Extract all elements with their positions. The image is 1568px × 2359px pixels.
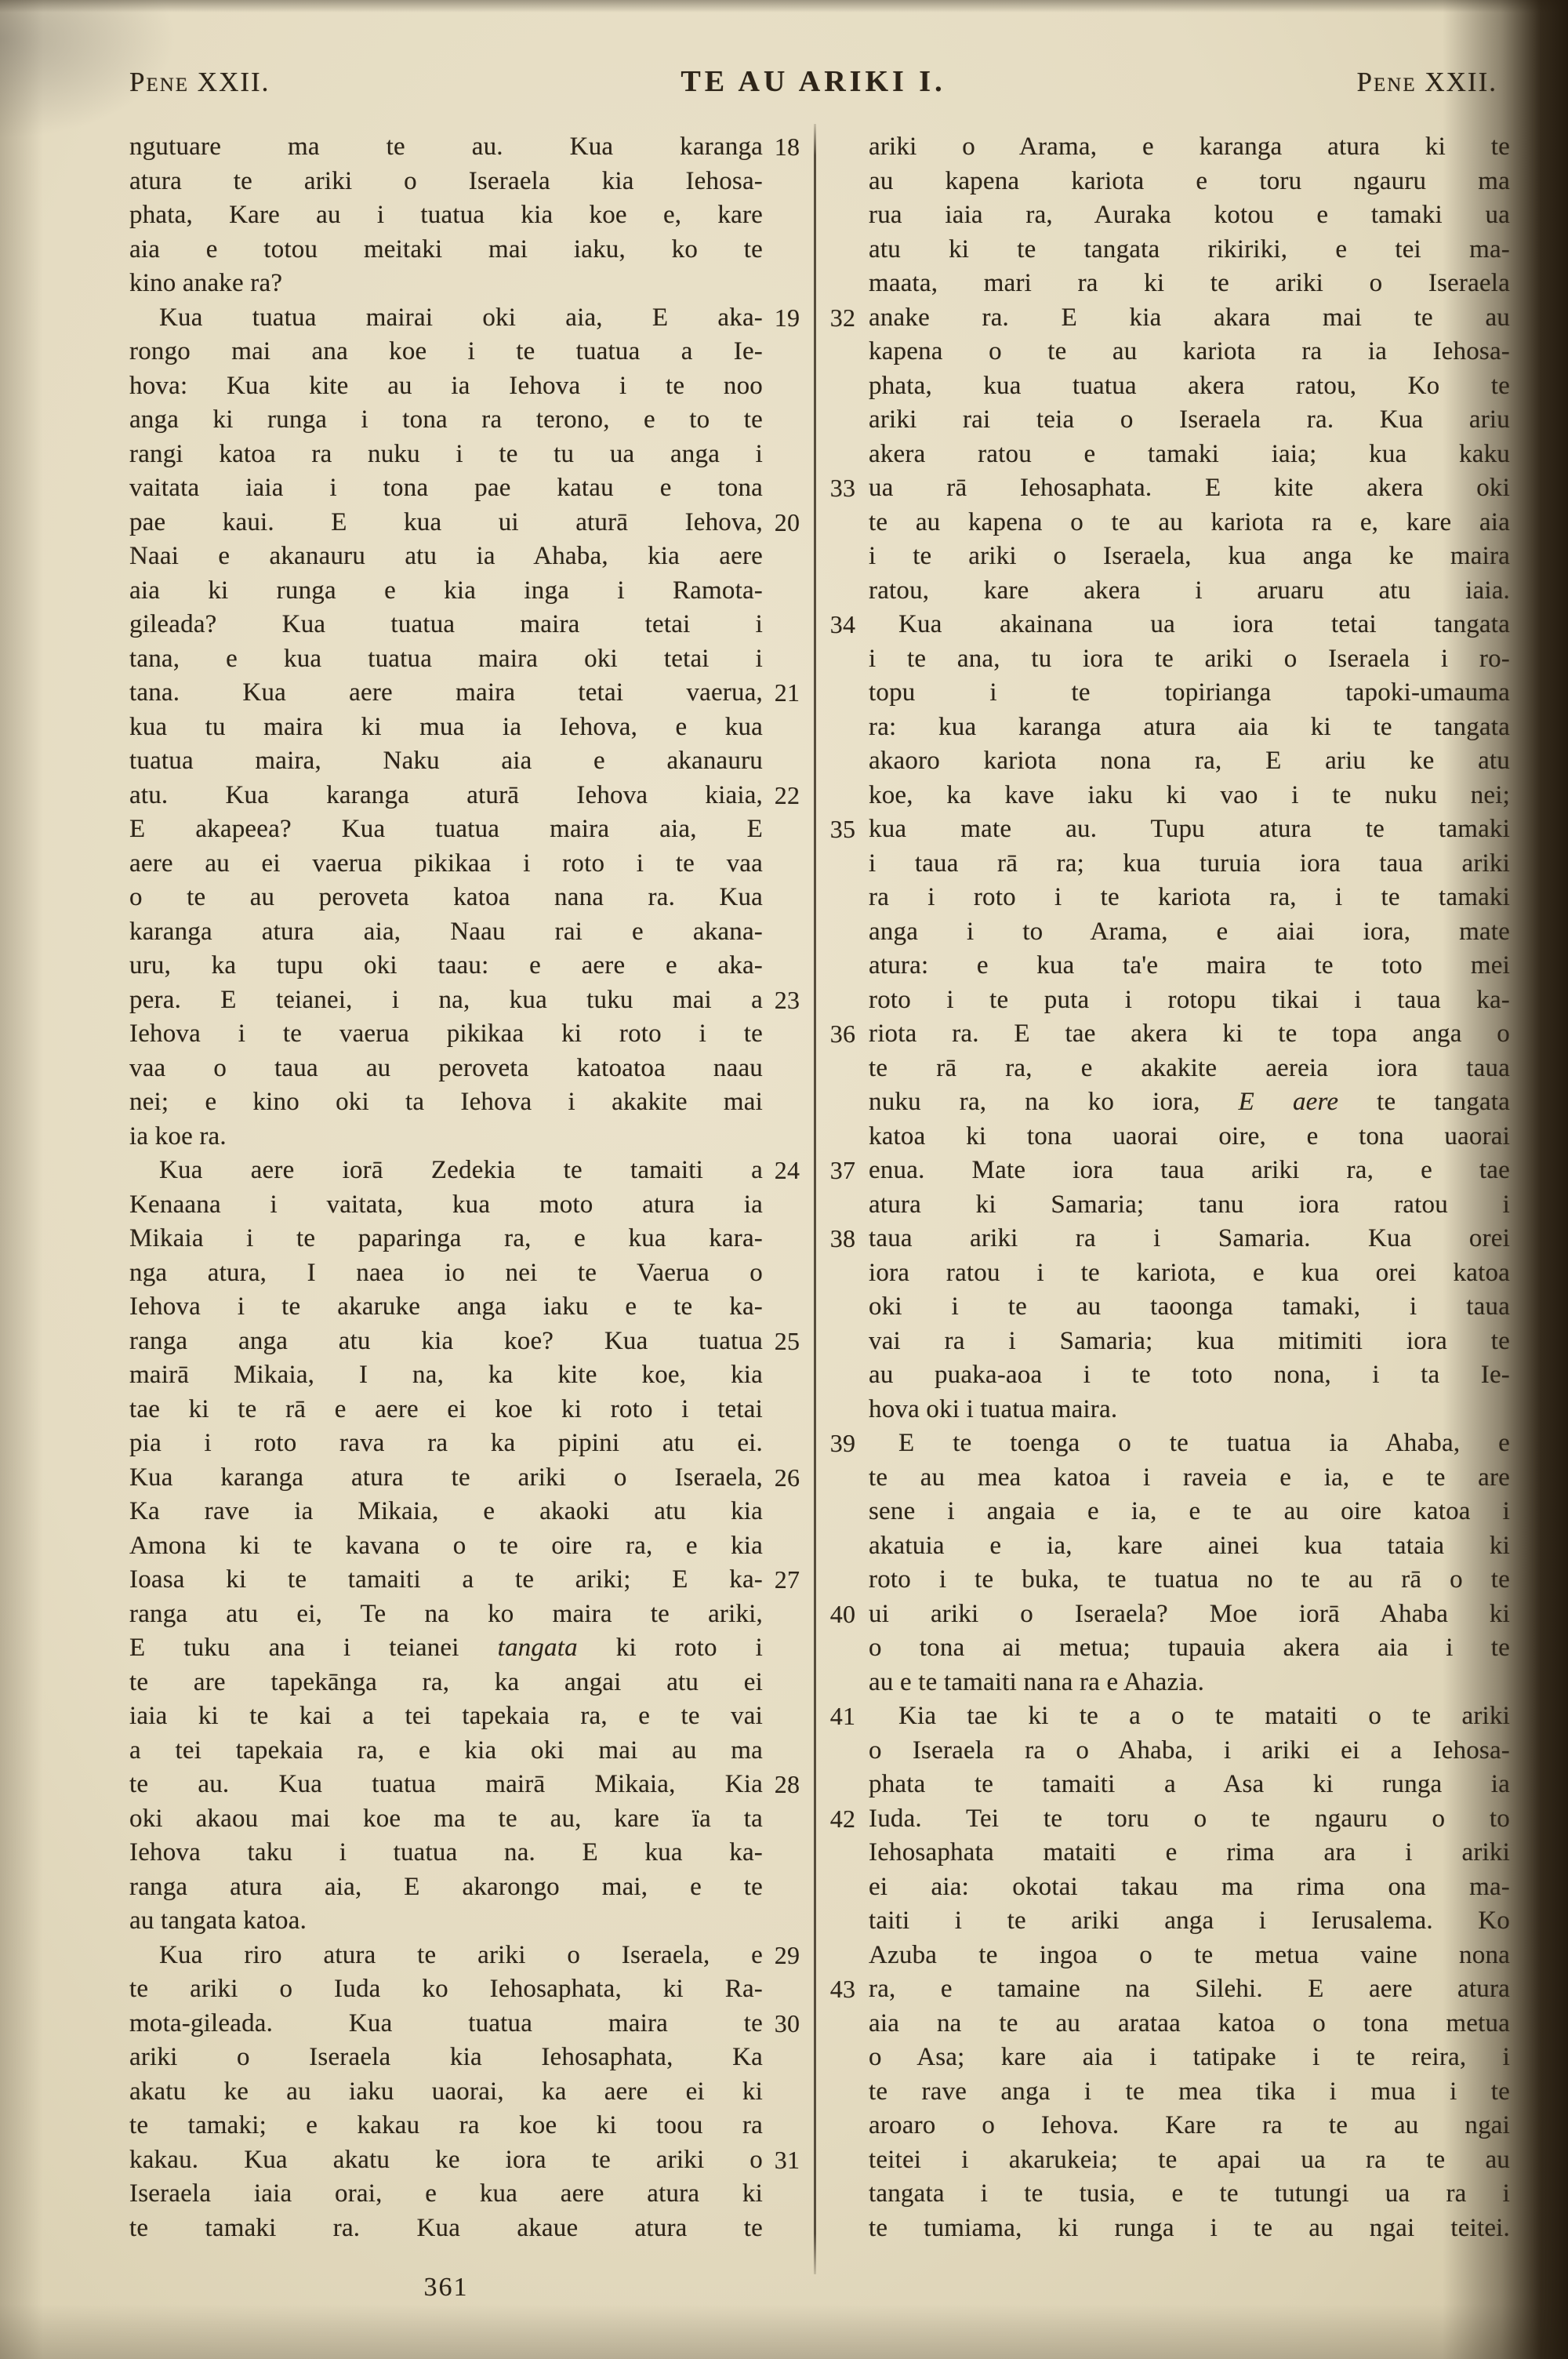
text-line [129, 1393, 763, 1427]
line-text: roto i te puta i rotopu tikai i taua ka- [869, 985, 1510, 1014]
verse-number: 38 [829, 1224, 856, 1252]
text-line [129, 506, 800, 540]
line-text: kua tu maira ki mua ia Iehova, e kua [129, 712, 763, 741]
line-text: E akapeea? Kua tuatua maira aia, E [129, 815, 763, 843]
line-text: tae ki te rā e aere ei koe ki roto i tetai [129, 1394, 763, 1423]
text-line [869, 1052, 1510, 1086]
text-line [129, 1836, 763, 1870]
line-text: kino anake ra? [129, 269, 283, 297]
line-text: koe, ka kave iaku ki vao i te nuku nei; [869, 780, 1510, 809]
line-text: rangi katoa ra nuku i te tu ua anga i [129, 439, 763, 468]
text-line [129, 1085, 763, 1120]
text-line [829, 1699, 1510, 1734]
line-text: gileada? Kua tuatua maira tetai i [129, 610, 763, 638]
line-text: au kapena kariota e toru ngauru ma [869, 166, 1510, 195]
line-text: vaa o taua au peroveta katoatoa naau [129, 1053, 763, 1082]
text-line [869, 676, 1510, 711]
line-text: E tuku ana i teianei tangata ki roto i [129, 1634, 764, 1662]
line-text: pera. E teianei, i na, kua tuku mai a [129, 985, 763, 1014]
line-text: roto i te buka, te tuatua no te au rā o te [869, 1565, 1510, 1594]
text-line [869, 847, 1510, 881]
line-text: aia ki runga e kia inga i Ramota- [129, 576, 763, 605]
text-line [829, 1802, 1510, 1837]
verse-number: 40 [829, 1599, 856, 1628]
text-line [129, 915, 763, 950]
text-line [129, 2212, 763, 2246]
line-text: te au mea katoa i raveia e ia, e te are [869, 1463, 1510, 1492]
text-line [129, 2143, 800, 2178]
line-text: Ioasa ki te tamaiti a te ariki; E ka- [129, 1565, 763, 1594]
line-text: ui ariki o Iseraela? Moe iorā Ahaba ki [869, 1599, 1510, 1628]
text-line [869, 983, 1510, 1018]
text-line [869, 642, 1510, 677]
text-line [829, 301, 1510, 336]
line-text: ra, e tamaine na Silehi. E aere atura [869, 1975, 1510, 2003]
line-text: phata te tamaiti a Asa ki runga ia [869, 1770, 1510, 1798]
line-text: o te au peroveta katoa nana ra. Kua [129, 883, 763, 911]
line-text: atura ki Samaria; tanu iora ratou i [869, 1190, 1510, 1219]
text-line [129, 267, 763, 301]
header-chapter-left: Pene XXII. [129, 67, 270, 97]
line-text: rua iaia ra, Auraka kotou e tamaki ua [869, 201, 1510, 229]
line-text: au e te tamaiti nana ra e Ahazia. [869, 1667, 1205, 1696]
text-line [869, 1870, 1510, 1905]
text-line [129, 676, 800, 711]
text-line [869, 1631, 1510, 1666]
line-text: Ka rave ia Mikaia, e akaoki atu kia [129, 1497, 763, 1525]
text-line [869, 1290, 1510, 1325]
text-line [829, 812, 1510, 847]
text-line [869, 1666, 1510, 1700]
verse-number: 23 [774, 985, 800, 1014]
text-line [869, 1495, 1510, 1529]
line-text: phata, Kare au i tuatua kia koe e, kare [129, 201, 763, 229]
line-text: Kua karanga atura te ariki o Iseraela, [129, 1463, 763, 1492]
verse-number: 31 [774, 2145, 800, 2174]
text-line [869, 1085, 1510, 1120]
line-text: anga ki runga i tona ra terono, e to te [129, 405, 763, 434]
text-line [869, 335, 1510, 369]
line-text: pia i roto rava ra ka pipini atu ei. [129, 1429, 763, 1457]
line-text: i te ana, tu iora te ariki o Iseraela i ro- [869, 644, 1510, 673]
text-line [869, 403, 1510, 438]
verse-number: 24 [774, 1156, 800, 1184]
line-text: nuku ra, na ko iora, E aere te tangata [869, 1088, 1510, 1116]
text-line [129, 1427, 763, 1461]
verse-number: 43 [829, 1975, 856, 2003]
text-line [869, 2212, 1510, 2246]
text-line [869, 1256, 1510, 1291]
line-text: Iehova i te vaerua pikikaa ki roto i te [129, 1020, 763, 1048]
text-line [129, 1631, 763, 1666]
text-line [869, 1358, 1510, 1393]
line-text: Naai e akanauru atu ia Ahaba, kia aere [129, 542, 763, 570]
line-text: oki akaou mai koe ma te au, kare ïa ta [129, 1804, 763, 1833]
line-text: ariki o Iseraela kia Iehosaphata, Ka [129, 2043, 763, 2071]
verse-number: 26 [774, 1463, 800, 1492]
text-line [129, 1120, 763, 1154]
line-text: ranga atura aia, E akarongo mai, e te [129, 1872, 763, 1901]
line-text: uru, ka tupu oki taau: e aere e aka- [129, 951, 763, 980]
line-text: oki i te au taoonga tamaki, i taua [869, 1292, 1510, 1321]
text-line [869, 233, 1510, 267]
text-line [129, 369, 763, 404]
line-text: tangata i te tusia, e te tutungi ua ra i [869, 2179, 1510, 2208]
text-line [129, 1325, 800, 1359]
verse-number: 39 [829, 1429, 856, 1457]
text-line [129, 2041, 763, 2075]
line-text: akatu ke au iaku uaorai, ka aere ei ki [129, 2077, 763, 2106]
line-text: Iehova taku i tuatua na. E kua ka- [129, 1838, 763, 1866]
line-text: ngutuare ma te au. Kua karanga [129, 133, 763, 161]
line-text: Azuba te ingoa o te metua vaine nona [869, 1940, 1510, 1969]
text-line [869, 130, 1510, 165]
line-text: Kenaana i vaitata, kua moto atura ia [129, 1190, 763, 1219]
text-line [869, 574, 1510, 609]
text-line [129, 540, 763, 574]
verse-number: 28 [774, 1770, 800, 1798]
running-header [129, 64, 1497, 99]
line-text: nga atura, I naea io nei te Vaerua o [129, 1258, 763, 1287]
line-text: atura te ariki o Iseraela kia Iehosa- [129, 166, 763, 195]
line-text: tana. Kua aere maira tetai vaerua, [129, 678, 763, 707]
text-line [829, 1427, 1510, 1461]
line-text: Kia tae ki te a o te mataiti o te ariki [898, 1702, 1510, 1730]
text-line [129, 744, 763, 779]
line-text: te tamaki ra. Kua akaue atura te [129, 2213, 763, 2242]
line-text: vai ra i Samaria; kua mitimiti iora te [869, 1326, 1510, 1355]
verse-number: 20 [774, 507, 800, 536]
verse-number: 35 [829, 815, 856, 843]
line-text: o Iseraela ra o Ahaba, i ariki ei a Iehosa- [869, 1736, 1510, 1765]
line-text: Iseraela iaia orai, e kua aere atura ki [129, 2179, 763, 2208]
line-text: mota-gileada. Kua tuatua maira te [129, 2008, 763, 2037]
text-line [869, 744, 1510, 779]
text-line [869, 1768, 1510, 1802]
text-line [129, 949, 763, 983]
text-line [829, 1017, 1510, 1052]
text-line [129, 1222, 763, 1256]
line-text: aroaro o Iehova. Kare ra te au ngai [869, 2111, 1510, 2139]
text-line [869, 165, 1510, 199]
verse-number: 37 [829, 1156, 856, 1184]
line-text: aere au ei vaerua pikikaa i roto i te vaa [129, 849, 763, 878]
text-line [869, 1904, 1510, 1939]
line-text: Kua aere iorā Zedekia te tamaiti a [159, 1156, 763, 1184]
text-line [129, 1188, 763, 1223]
line-text: ariki rai teia o Iseraela ra. Kua ariu [869, 405, 1510, 434]
verse-number: 41 [829, 1702, 856, 1730]
text-line [129, 1598, 763, 1632]
text-line [829, 471, 1510, 506]
line-text: au tangata katoa. [129, 1906, 307, 1935]
text-line [129, 881, 763, 915]
line-text: aia na te au arataa katoa o tona metua [869, 2008, 1510, 2037]
line-text: rongo mai ana koe i te tuatua a Ie- [129, 337, 763, 365]
text-line [869, 1325, 1510, 1359]
text-line [129, 847, 763, 881]
text-line [869, 1939, 1510, 1973]
text-line [869, 2075, 1510, 2110]
text-line [869, 2177, 1510, 2212]
line-text: hova oki i tuatua maira. [869, 1394, 1118, 1423]
line-text: vaitata iaia i tona pae katau e tona [129, 474, 763, 502]
text-line [129, 1563, 800, 1598]
line-text: kapena o te au kariota ra ia Iehosa- [869, 337, 1510, 365]
line-text: i te ariki o Iseraela, kua anga ke maira [869, 542, 1510, 570]
line-text: riota ra. E tae akera ki te topa anga o [869, 1020, 1510, 1048]
text-line [129, 1256, 763, 1291]
text-line [869, 1393, 1510, 1427]
header-book-title: TE AU ARIKI I. [681, 65, 946, 98]
line-text: ra i roto i te kariota ra, i te tamaki [869, 883, 1510, 911]
line-text: taiti i te ariki anga i Ierusalema. Ko [869, 1906, 1510, 1935]
line-text: Iehosaphata mataiti e rima ara i ariki [869, 1838, 1510, 1866]
line-text: topu i te topirianga tapoki-umauma [869, 678, 1510, 707]
text-line [129, 1870, 763, 1905]
line-text: akatuia e ia, kare ainei kua tataia ki [869, 1531, 1510, 1560]
text-line [129, 130, 800, 165]
text-line [829, 1222, 1510, 1256]
verse-number: 36 [829, 1020, 856, 1048]
text-line [129, 1017, 763, 1052]
right-column [829, 130, 1510, 2245]
text-line [129, 471, 763, 506]
text-line [869, 1563, 1510, 1598]
verse-number: 27 [774, 1565, 800, 1594]
text-line [869, 711, 1510, 745]
text-line [829, 1154, 1510, 1188]
line-text: o tona ai metua; tupauia akera aia i te [869, 1634, 1510, 1662]
verse-number: 33 [829, 474, 856, 502]
left-column [129, 130, 800, 2245]
text-line [129, 1666, 763, 1700]
text-line [129, 1904, 763, 1939]
line-text: Kua riro atura te ariki o Iseraela, e [159, 1940, 763, 1969]
line-text: ei aia: okotai takau ma rima ona ma- [869, 1872, 1510, 1901]
text-line [129, 779, 800, 813]
line-text: akera ratou e tamaki iaia; kua kaku [869, 439, 1510, 468]
line-text: karanga atura aia, Naau rai e akana- [129, 917, 763, 946]
text-line [869, 1188, 1510, 1223]
text-line [129, 1939, 800, 1973]
line-text: anake ra. E kia akara mai te au [869, 303, 1510, 332]
line-text: phata, kua tuatua akera ratou, Ko te [869, 371, 1510, 400]
verse-number: 19 [774, 303, 800, 332]
line-text: au puaka-aoa i te toto nona, i ta Ie- [869, 1361, 1510, 1389]
text-line [129, 711, 763, 745]
text-line [869, 949, 1510, 983]
line-text: ranga atu ei, Te na ko maira te ariki, [129, 1599, 763, 1628]
verse-number: 29 [774, 1940, 800, 1969]
text-line [869, 438, 1510, 472]
text-line [129, 1734, 763, 1768]
line-text: a tei tapekaia ra, e kia oki mai au ma [129, 1736, 763, 1765]
line-text: o Asa; kare aia i tatipake i te reira, i [869, 2043, 1510, 2071]
line-text: te au. Kua tuatua mairā Mikaia, Kia [129, 1770, 763, 1798]
line-text: te ariki o Iuda ko Iehosaphata, ki Ra- [129, 1975, 763, 2003]
verse-number: 42 [829, 1804, 856, 1833]
text-line [869, 198, 1510, 233]
line-text: nei; e kino oki ta Iehova i akakite mai [129, 1088, 763, 1116]
text-line [129, 2177, 763, 2212]
text-line [869, 540, 1510, 574]
text-line [129, 1052, 763, 1086]
line-text: Kua tuatua mairai oki aia, E aka- [159, 303, 763, 332]
text-line [129, 403, 763, 438]
text-line [869, 267, 1510, 301]
line-text: tuatua maira, Naku aia e akanauru [129, 747, 763, 775]
column-divider [814, 124, 816, 2274]
text-line [129, 1529, 763, 1564]
line-text: te rave anga i te mea tika i mua i te [869, 2077, 1510, 2106]
text-line [869, 779, 1510, 813]
line-text: ua rā Iehosaphata. E kite akera oki [869, 474, 1510, 502]
text-line [869, 369, 1510, 404]
line-text: Amona ki te kavana o te oire ra, e kia [129, 1531, 763, 1560]
text-line [869, 2041, 1510, 2075]
line-text: ia koe ra. [129, 1121, 227, 1150]
line-text: pae kaui. E kua ui aturā Iehova, [129, 507, 763, 536]
line-text: kua mate au. Tupu atura te tamaki [869, 815, 1510, 843]
text-line [129, 608, 763, 642]
text-line [129, 574, 763, 609]
line-text: te tumiama, ki runga i te au ngai teitei. [869, 2213, 1510, 2242]
line-text: iaia ki te kai a tei tapekaia ra, e te vai [129, 1702, 763, 1730]
line-text: te tamaki; e kakau ra koe ki toou ra [129, 2111, 763, 2139]
line-text: te rā ra, e akakite aereia iora taua [869, 1053, 1510, 1082]
text-line [129, 2109, 763, 2143]
line-text: akaoro kariota nona ra, E ariu ke atu [869, 747, 1510, 775]
text-line [129, 1699, 763, 1734]
line-text: atu. Kua karanga aturā Iehova kiaia, [129, 780, 763, 809]
text-line [129, 1290, 763, 1325]
text-line [129, 233, 763, 267]
line-text: Iehova i te akaruke anga iaku e te ka- [129, 1292, 763, 1321]
text-line [869, 1529, 1510, 1564]
verse-number: 32 [829, 303, 856, 332]
line-text: mairā Mikaia, I na, ka kite koe, kia [129, 1361, 763, 1389]
text-line [129, 438, 763, 472]
line-text: ratou, kare akera i aruaru atu iaia. [869, 576, 1510, 605]
text-line [129, 1768, 800, 1802]
text-line [129, 301, 800, 336]
text-line [129, 2075, 763, 2110]
text-line [869, 2143, 1510, 2178]
line-text: maata, mari ra ki te ariki o Iseraela [869, 269, 1510, 297]
verse-number: 21 [774, 678, 800, 707]
text-line [869, 881, 1510, 915]
line-text: sene i angaia e ia, e te au oire katoa i [869, 1497, 1510, 1525]
line-text: teitei i akarukeia; te apai ua ra te au [869, 2145, 1510, 2174]
verse-number: 25 [774, 1326, 800, 1355]
text-line [129, 812, 763, 847]
text-line [129, 1495, 763, 1529]
line-text: tana, e kua tuatua maira oki tetai i [129, 644, 763, 673]
verse-number: 18 [774, 133, 800, 161]
line-text: katoa ki tona uaorai oire, e tona uaorai [869, 1121, 1510, 1150]
line-text: kakau. Kua akatu ke iora te ariki o [129, 2145, 763, 2174]
text-line [869, 1120, 1510, 1154]
text-line [129, 1972, 763, 2007]
line-text: atura: e kua ta'e maira te toto mei [869, 951, 1510, 980]
line-text: aia e totou meitaki mai iaku, ko te [129, 234, 763, 264]
text-line [129, 2007, 800, 2041]
text-line [869, 1461, 1510, 1496]
text-line [129, 1802, 763, 1837]
text-line [129, 335, 763, 369]
text-line [129, 1461, 800, 1496]
line-text: E te toenga o te tuatua ia Ahaba, e [898, 1429, 1510, 1457]
text-line [129, 642, 763, 677]
text-line [869, 506, 1510, 540]
text-line [829, 608, 1510, 642]
text-line [869, 1836, 1510, 1870]
text-line [129, 1358, 763, 1393]
text-line [129, 165, 763, 199]
line-text: Kua akainana ua iora tetai tangata [898, 610, 1510, 638]
line-text: ra: kua karanga atura aia ki te tangata [869, 712, 1510, 741]
verse-number: 34 [829, 610, 856, 638]
line-text: ariki o Arama, e karanga atura ki te [869, 133, 1510, 161]
line-text: iora ratou i te kariota, e kua orei katoa [869, 1258, 1510, 1287]
text-line [829, 1598, 1510, 1632]
text-line [829, 1972, 1510, 2007]
line-text: hova: Kua kite au ia Iehova i te noo [129, 371, 763, 400]
text-line [869, 2109, 1510, 2143]
line-text: te are tapekānga ra, ka angai atu ei [129, 1667, 763, 1696]
line-text: enua. Mate iora taua ariki ra, e tae [869, 1156, 1510, 1184]
verse-number: 22 [774, 780, 800, 809]
text-line [869, 2007, 1510, 2041]
line-text: Iuda. Tei te toru o te ngauru o to [869, 1804, 1510, 1833]
text-line [869, 915, 1510, 950]
line-text: i taua rā ra; kua turuia iora taua ariki [869, 849, 1510, 878]
line-text: Mikaia i te paparinga ra, e kua kara- [129, 1224, 763, 1252]
line-text: taua ariki ra i Samaria. Kua orei [869, 1224, 1510, 1252]
line-text: atu ki te tangata rikiriki, e tei ma- [869, 234, 1510, 264]
page-number: 361 [423, 2273, 469, 2302]
text-line [129, 1154, 800, 1188]
line-text: te au kapena o te au kariota ra e, kare aia [869, 507, 1510, 536]
text-line [869, 1734, 1510, 1768]
text-line [129, 198, 763, 233]
line-text: ranga anga atu kia koe? Kua tuatua [129, 1326, 763, 1355]
verse-number: 30 [774, 2008, 800, 2037]
text-line [129, 983, 800, 1018]
line-text: anga i to Arama, e aiai iora, mate [869, 917, 1510, 946]
header-chapter-right: Pene XXII. [1356, 67, 1497, 97]
